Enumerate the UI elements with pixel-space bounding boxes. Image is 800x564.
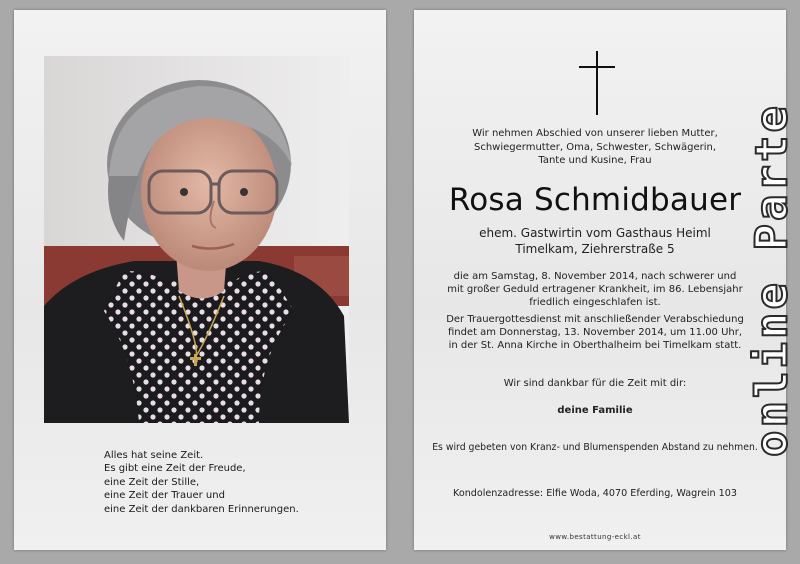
thanks-text: Wir sind dankbar für die Zeit mit dir: <box>503 378 687 389</box>
deceased-name: Rosa Schmidbauer <box>448 182 742 218</box>
watermark-text: online Parte <box>746 103 798 457</box>
poem-line: eine Zeit der dankbaren Erinnerungen. <box>104 503 299 515</box>
cross-icon <box>579 51 615 115</box>
death-line: friedlich eingeschlafen ist. <box>529 297 661 309</box>
subtitle <box>426 225 764 257</box>
subtitle-line: ehem. Gastwirtin vom Gasthaus Heiml <box>479 226 711 240</box>
funeral-notice <box>426 313 764 353</box>
poem-line: Alles hat seine Zeit. <box>104 450 204 461</box>
website-link[interactable]: www.bestattung-eckl.at <box>549 533 641 541</box>
funeral-line: Der Trauergottesdienst mit anschließender Verabschiedung <box>446 314 744 325</box>
subtitle-line: Timelkam, Ziehrerstraße 5 <box>515 242 675 256</box>
poem <box>104 449 299 516</box>
intro-line: Wir nehmen Abschied von unserer lieben Mutter, <box>472 128 718 139</box>
death-line: mit großer Geduld ertragener Krankheit, im 86. Lebensjahr <box>447 284 743 296</box>
intro-text <box>426 127 764 168</box>
portrait-illustration <box>44 56 349 423</box>
poem-line: eine Zeit der Trauer und <box>104 490 225 502</box>
poem-line: Es gibt eine Zeit der Freude, <box>104 463 246 475</box>
intro-line: Schwiegermutter, Oma, Schwester, Schwägerin, <box>473 141 717 153</box>
left-page <box>14 10 386 550</box>
right-page <box>414 10 786 550</box>
poem-line: eine Zeit der Stille, <box>104 476 200 488</box>
wreath-note: Es wird gebeten von Kranz- und Blumenspenden Abstand zu nehmen. <box>432 442 758 453</box>
condolence-address: Kondolenzadresse: Elfie Woda, 4070 Eferding, Wagrein 103 <box>453 488 737 499</box>
death-notice <box>426 270 764 310</box>
funeral-line: in der St. Anna Kirche in Oberthalheim bei Timelkam statt. <box>448 340 742 352</box>
funeral-line: findet am Donnerstag, 13. November 2014, um 11.00 Uhr, <box>447 327 743 339</box>
family-signature: deine Familie <box>557 405 633 416</box>
portrait-photo <box>44 56 349 423</box>
death-line: die am Samstag, 8. November 2014, nach schwerer und <box>453 271 737 282</box>
watermark <box>744 10 800 550</box>
intro-line: Tante und Kusine, Frau <box>538 155 652 166</box>
